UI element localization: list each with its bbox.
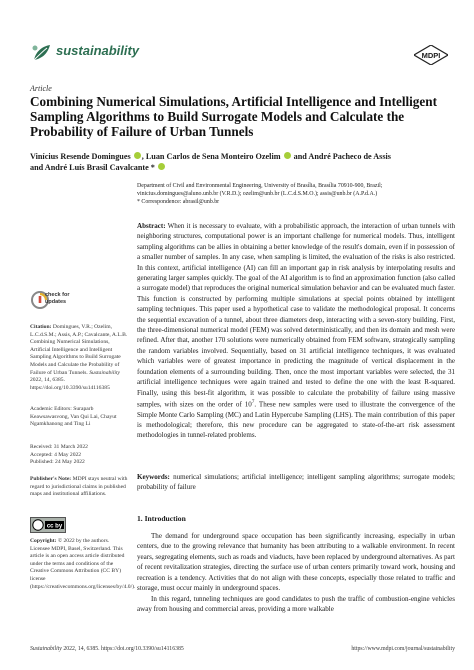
abstract [137, 221, 455, 441]
author-name[interactable]: and André Pacheco de Assis [293, 152, 391, 161]
copyright-label: Copyright: [30, 538, 57, 544]
footer-journal: Sustainability [30, 646, 62, 652]
cc-by-license-badge[interactable] [30, 517, 66, 533]
publisher-note [30, 476, 130, 499]
citation-block [30, 324, 130, 392]
check-for-updates-label[interactable] [45, 292, 69, 306]
article-title: Combining Numerical Simulations, Artificial Intelligence and Intelligent Sampling Algorithms to Build Surrogate Models and Calculate the Probability of Failure of Urban Tunnels [30, 94, 437, 139]
citation-text: Domingues, V.R.; Ozelim, L.C.d.S.M.; Assis, A.P.; Cavalcante, A.L.B. Combining Numerical Simulations, Artificial Intelligence and Intelligent Sampling Algorithms to Build Surrogate Models and Calculate the Probability of Failure of Urban Tunnels. [30, 324, 128, 376]
keywords-label: Keywords: [137, 473, 170, 481]
updates-line-2: updates [45, 299, 67, 305]
publisher-note-label: Publisher's Note: [30, 476, 72, 482]
journal-name[interactable]: sustainability [56, 43, 140, 58]
footer-journal-url[interactable]: https://www.mdpi.com/journal/sustainability [351, 646, 455, 652]
date-accepted: Accepted: 4 May 2022 [30, 451, 82, 458]
section-heading: 1. Introduction [137, 514, 186, 523]
author-name[interactable]: and André Luís Brasil Cavalcante * [30, 163, 155, 172]
date-published: Published: 24 May 2022 [30, 459, 85, 466]
author-name[interactable]: Vinícius Resende Domingues [30, 152, 131, 161]
affiliation-block [137, 182, 455, 206]
cc-badge-text: cc by [46, 523, 63, 530]
keywords-text: numerical simulations; artificial intelligence; intelligent sampling algorithms; surrogate models; probability of failure [137, 473, 455, 492]
footer-details[interactable]: 2022, 14, 6385. https://doi.org/10.3390/su14116385 [63, 646, 184, 652]
author-list: Vinícius Resende Domingues , Luan Carlos de Sena Monteiro Ozelim and André Pacheco de Assis and André Luís Brasil Cavalcante * [30, 152, 391, 172]
citation-details[interactable]: 2022, 14, 6385. https://doi.org/10.3390/su14116385 [30, 377, 110, 391]
citation-label: Citation: [30, 324, 52, 330]
article-type: Article [30, 84, 52, 93]
dates-block [30, 444, 130, 467]
date-received: Received: 31 March 2022 [30, 444, 88, 450]
abstract-label: Abstract: [137, 222, 166, 230]
publisher-note-text: MDPI stays neutral with regard to jurisdictional claims in published maps and institutional affiliations. [30, 476, 128, 498]
orcid-icon[interactable] [158, 163, 165, 170]
editors-label: Academic Editors: [30, 406, 72, 412]
copyright-block [30, 538, 136, 591]
intro-paragraph: The demand for underground space occupation has been significantly increasing, especially in urban centers, due to the growing relevance that humanity has been attributing to a walkable environment. In recent years, segregating elements, such as roads and viaducts, have been replaced by underground alternatives. As part of recent revitalization strategies, directing the surface use of urban centers primarily toward work, housing and recreation is a tendency. Activities that do not align with these concepts, especially those related to traffic and storage, must occur mainly in underground spaces. [137, 532, 455, 593]
updates-line-1: check for [45, 292, 70, 298]
affiliation-emails: vinicius.domingues@aluno.unb.br (V.R.D.); ozelim@unb.br (L.C.d.S.M.O.); assis@unb.br (A.P.d.A.) [137, 191, 378, 197]
abstract-text-cont: . These new samples were used to illustrate the convergence of the Simple Monte Carlo Sampling (MC) and Latin Hypercube Sampling (LHS). The main contribution of this paper is methodological; therefore, this new procedure can be aggregated to state-of-the-art risk assessment methodologies in tunnel-related problems. [137, 400, 456, 440]
copyright-text: © 2022 by the authors. Licensee MDPI, Basel, Switzerland. This article is an open access article distributed under the terms and conditions of the Creative Commons Attribution (CC BY) license (https://creativecommons.org/licenses/by/4.0/). [30, 538, 136, 590]
abstract-text: When it is necessary to evaluate, with a probabilistic approach, the interaction of urban tunnels with neighboring structures, computational power is an important challenge for numerical models. Thus, intelligent sampling algorithms can be allies in obtaining a better knowledge of the result's domain, even if in possession of a smaller number of samples. In any case, when sampling is limited, the evaluation of the risks is also restricted. In this context, artificial intelligence (AI) can fill an important gap in risk analysis by interpolating results and generating larger samples quickly. The goal of the AI algorithm is to find an approximation function (also called a surrogate model) that reproduces the original numerical simulation behavior and can be evaluated much faster. This function is constructed by performing multiple simulations at special points obtained by intelligent sampling techniques. This paper used a hypothetical case to validate the methodological proposal. It concerns the sequential excavation of a tunnel, about three diameters deep, interacting with a seven-story building. First, the three-dimensional numerical model (FEM) was solved deterministically, and then its domain and mesh were refined. After that, another 170 solutions were numerically obtained from FEM software, strategically sampling the random variables involved. Sequentially, based on 31 artificial intelligence techniques, it was evaluated which variables were of greatest importance in predicting the magnitude of vertical displacement in the foundation elements of a surrounding building. Then, once the most important variables were selected, the 31 artificial intelligence techniques were again trained and tested to define the one with the least R-squared. Finally, using this best-fit algorithm, it was possible to calculate the probability of failure using massive samples, with sizes on the order of 10 [137, 222, 455, 409]
abstract-exponent: 7 [251, 399, 255, 405]
creative-commons-icon [31, 518, 65, 532]
orcid-icon[interactable] [284, 152, 291, 159]
academic-editors [30, 406, 130, 429]
editors-names: Suraparb Keawsawasvong, Van Qui Lai, Chayut Ngamkhanong and Ting Li [30, 406, 117, 428]
author-name[interactable]: Luan Carlos de Sena Monteiro Ozelim [145, 152, 281, 161]
citation-journal: Sustainability [89, 369, 120, 376]
orcid-icon[interactable] [134, 152, 141, 159]
journal-leaf-logo-icon [30, 42, 52, 64]
correspondence-line: * Correspondence: abrasil@unb.br [137, 199, 220, 205]
mdpi-logo-icon[interactable] [414, 45, 448, 65]
footer-citation [30, 646, 184, 652]
intro-paragraph: In this regard, tunneling techniques are good candidates to push the traffic of combustion-engine vehicles away from housing and commercial areas, providing a more walkable [137, 595, 455, 614]
mdpi-logo-text: MDPI [421, 51, 441, 60]
keywords [137, 472, 455, 493]
affiliation-line: Department of Civil and Environmental Engineering, University of Brasília, Brasília 70910-900, Brazil; [137, 183, 383, 189]
